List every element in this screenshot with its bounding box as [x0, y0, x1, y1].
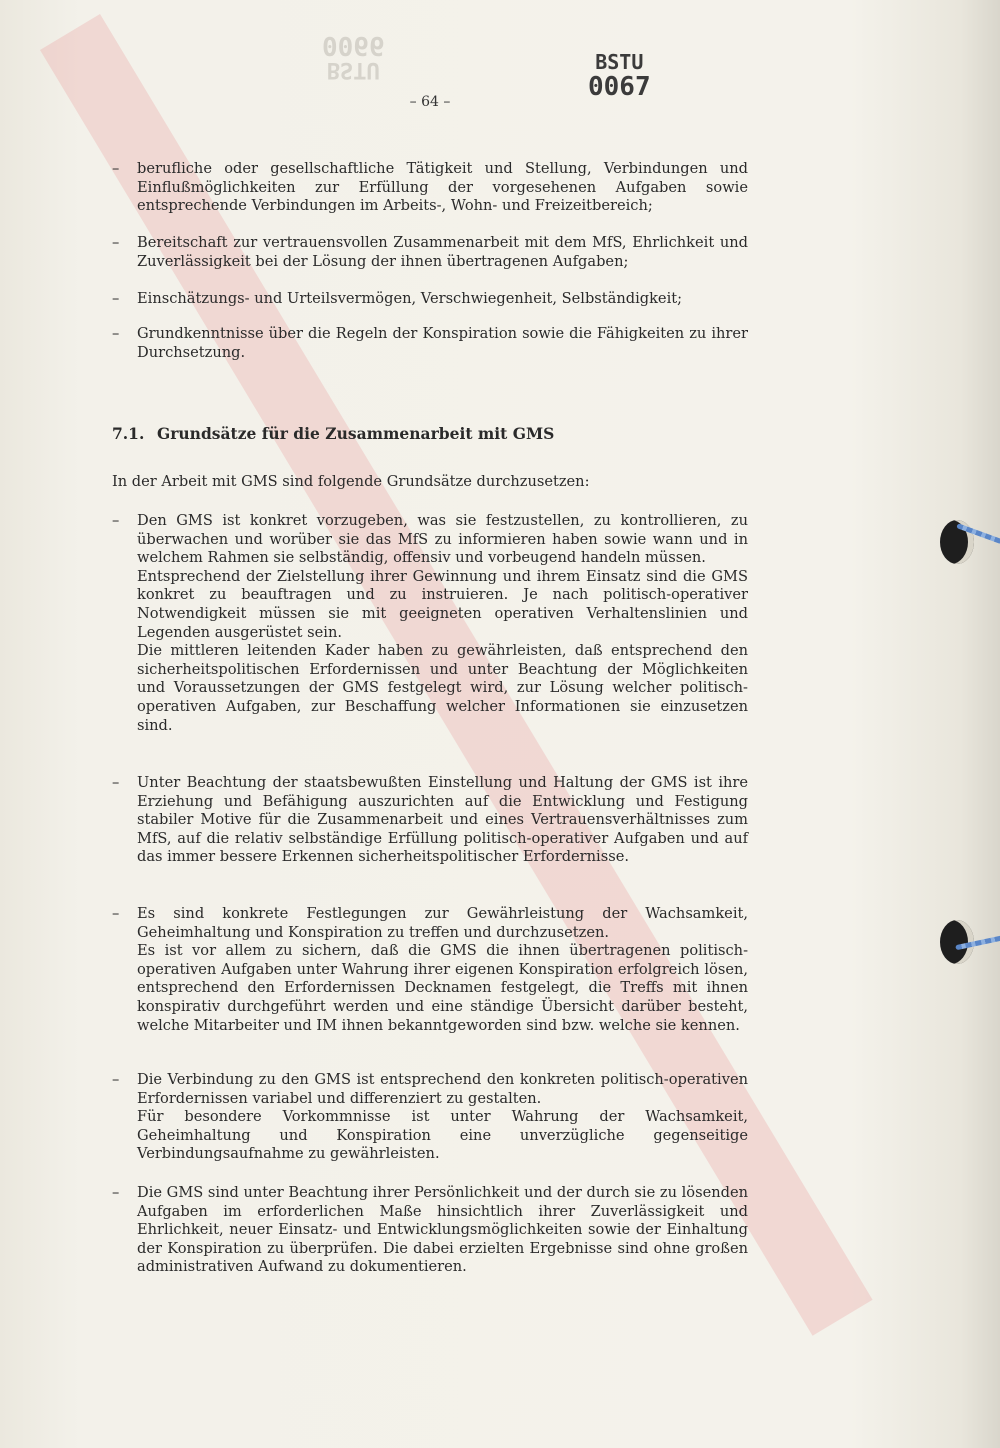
bullet-item — [112, 234, 748, 271]
bullet-text: Bereitschaft zur vertrauensvollen Zusammenarbeit mit dem MfS, Ehrlichkeit und Zuverlässigkeit bei der Lösung der ihnen übertragenen Aufgaben; — [137, 234, 748, 270]
principle-paragraph: Die mittleren leitenden Kader haben zu gewährleisten, daß entsprechend den sicherheitspolitischen Erfordernissen und unter Beachtung der Möglichkeiten und Voraussetzungen der GMS festgelegt wird, zur Lösung welcher politisch-operativen Aufgaben, zur Beschaffung welcher Informationen sie einzusetzen sind. — [137, 642, 748, 734]
principle-item — [112, 512, 748, 735]
principle-item — [112, 1184, 748, 1277]
principle-paragraph: Es sind konkrete Festlegungen zur Gewährleistung der Wachsamkeit, Geheimhaltung und Konspiration zu treffen und durchzusetzen. — [137, 905, 748, 941]
dash-marker: – — [112, 290, 120, 307]
bullet-item — [112, 160, 748, 216]
dash-marker: – — [112, 160, 120, 177]
dash-marker: – — [112, 1184, 120, 1201]
dash-marker: – — [112, 234, 120, 251]
bullet-item — [112, 290, 748, 309]
principle-paragraph: Unter Beachtung der staatsbewußten Einstellung und Haltung der GMS ist ihre Erziehung und Befähigung auszurichten auf die Entwicklung und Festigung stabiler Motive für die Zusammenarbeit und eines Vertrauensverhältnisses zum MfS, auf die relativ selbständige Erfüllung politisch-operativer Aufgaben und auf das immer bessere Erkennen sicherheitspolitischer Erfordernisse. — [137, 774, 748, 866]
bullet-text: Einschätzungs- und Urteilsvermögen, Verschwiegenheit, Selbständigkeit; — [137, 290, 683, 307]
principle-paragraph: Den GMS ist konkret vorzugeben, was sie festzustellen, zu kontrollieren, zu überwachen und worüber sie das MfS zu informieren haben sowie wann und in welchem Rahmen sie selbständig, offensiv und vorbeugend handeln müssen. — [137, 512, 748, 567]
dash-marker: – — [112, 774, 120, 791]
principle-paragraph: Entsprechend der Zielstellung ihrer Gewinnung und ihrem Einsatz sind die GMS konkret zu beauftragen und zu instruieren. Je nach politisch-operativer Notwendigkeit müssen sie mit geeigneten operativen Verhaltenslinien und Legenden ausgerüstet sein. — [137, 567, 748, 641]
archive-stamp — [588, 52, 651, 100]
principle-paragraph: Die Verbindung zu den GMS ist entsprechend den konkreten politisch-operativen Erfordernissen variabel und differenziert zu gestalten. — [137, 1071, 748, 1107]
dash-marker: – — [112, 1071, 120, 1088]
archive-stamp-faded — [322, 32, 385, 80]
principle-item — [112, 1071, 748, 1164]
faded-stamp-label: BSTU — [326, 57, 380, 82]
dash-marker: – — [112, 512, 120, 529]
section-heading — [112, 424, 554, 443]
section-number: 7.1. — [112, 424, 145, 443]
principle-paragraph: Es ist vor allem zu sichern, daß die GMS die ihnen übertragenen politisch-operativen Aufgaben unter Wahrung ihrer eigenen Konspiration erfolgreich lösen, entsprechend den Erfordernissen Decknamen festgelegt, die Treffs mit ihnen konspirativ durchgeführt werden und eine ständige Übersicht darüber besteht, welche Mitarbeiter und IM ihnen bekanntgeworden sind bzw. welche sie kennen. — [137, 942, 748, 1034]
page-number: – 64 – — [409, 94, 451, 110]
principle-item — [112, 774, 748, 867]
stamp-label: BSTU — [595, 50, 644, 74]
principle-item — [112, 905, 748, 1035]
principle-paragraph: Die GMS sind unter Beachtung ihrer Persönlichkeit und der durch sie zu lösenden Aufgaben im erforderlichen Maße hinsichtlich ihrer Zuverlässigkeit und Ehrlichkeit, neuer Einsatz- und Entwicklungsmöglichkeiten sowie der Einhaltung der Konspiration zu überprüfen. Die dabei erzielten Ergebnisse sind ohne großen administrativen Aufwand zu dokumentieren. — [137, 1184, 748, 1276]
faded-stamp-number: 0066 — [322, 30, 385, 60]
intro-paragraph: In der Arbeit mit GMS sind folgende Grundsätze durchzusetzen: — [112, 473, 590, 490]
section-title: Grundsätze für die Zusammenarbeit mit GMS — [157, 424, 555, 443]
bullet-text: berufliche oder gesellschaftliche Tätigkeit und Stellung, Verbindungen und Einflußmöglichkeiten zur Erfüllung der vorgesehenen Aufgaben sowie entsprechende Verbindungen im Arbeits-, Wohn- und Freizeitbereich; — [137, 160, 748, 215]
dash-marker: – — [112, 905, 120, 922]
dash-marker: – — [112, 325, 120, 342]
bullet-item — [112, 325, 748, 362]
stamp-number: 0067 — [588, 72, 651, 102]
bullet-text: Grundkenntnisse über die Regeln der Konspiration sowie die Fähigkeiten zu ihrer Durchsetzung. — [137, 325, 748, 361]
principle-paragraph: Für besondere Vorkommnisse ist unter Wahrung der Wachsamkeit, Geheimhaltung und Konspiration eine unverzügliche gegenseitige Verbindungsaufnahme zu gewährleisten. — [137, 1108, 748, 1163]
